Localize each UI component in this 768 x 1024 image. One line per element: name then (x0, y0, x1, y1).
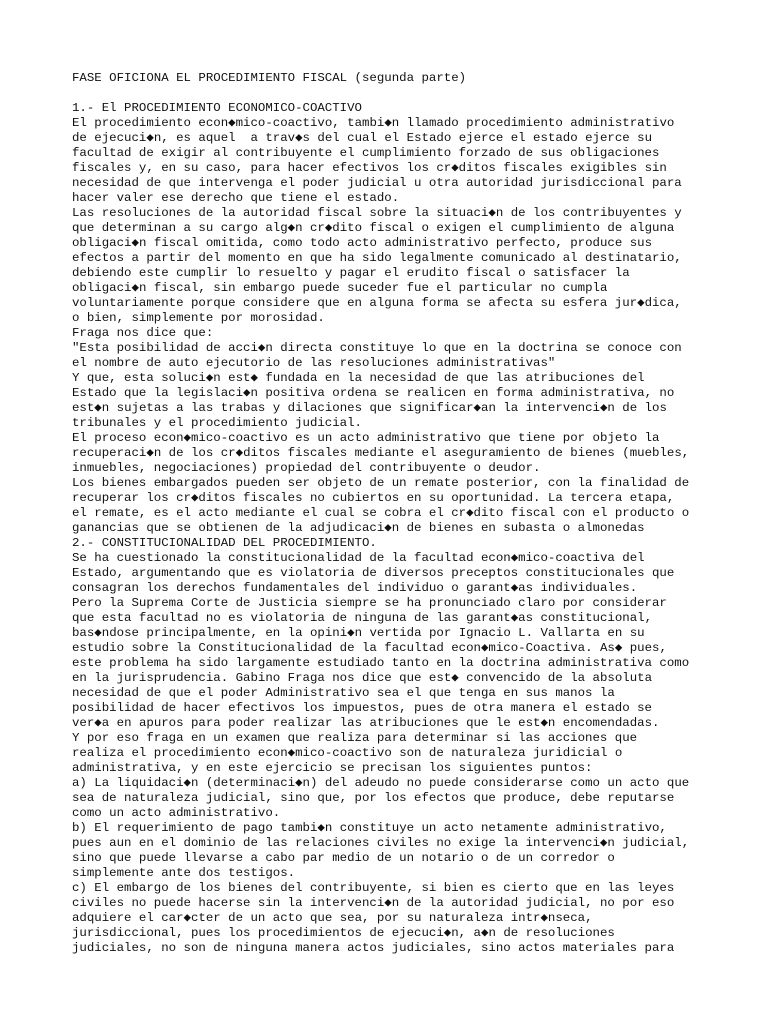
text-line: Estado que la legislaci◆n positiva ordena se realicen en forma administrativa, no (72, 386, 675, 400)
text-line: Se ha cuestionado la constitucionalidad de la facultad econ◆mico-coactiva del (72, 551, 645, 565)
text-line: Estado, argumentando que es violatoria de diversos preceptos constitucionales que (72, 566, 675, 580)
text-line: que esta facultad no es violatoria de ninguna de las garant◆as constitucional, (72, 611, 653, 625)
text-line: Los bienes embargados pueden ser objeto de un remate posterior, con la finalidad de (72, 476, 690, 490)
text-line: jurisdiccional, pues los procedimientos de ejecuci◆n, a◆n de resoluciones (72, 926, 615, 940)
text-line: hacer valer ese derecho que tiene el estado. (72, 191, 400, 205)
text-line: adquiere el car◆cter de un acto que sea, por su naturaleza intr◆nseca, (72, 911, 593, 925)
text-line: bas◆ndose principalmente, en la opini◆n vertida por Ignacio L. Vallarta en su (72, 626, 645, 640)
text-line: debiendo este cumplir lo resuelto y pagar el erudito fiscal o satisfacer la (72, 266, 630, 280)
text-line: fiscales y, en su caso, para hacer efectivos los cr◆ditos fiscales exigibles sin (72, 161, 667, 175)
text-line: civiles no puede hacerse sin la intervenci◆n de la autoridad judicial, no por eso (72, 896, 675, 910)
text-line: 2.- CONSTITUCIONALIDAD DEL PROCEDIMIENTO. (72, 536, 377, 550)
text-line: facultad de exigir al contribuyente el cumplimiento forzado de sus obligaciones (72, 146, 660, 160)
document-text (72, 101, 752, 956)
document-title: FASE OFICIONA EL PROCEDIMIENTO FISCAL (segunda parte) (72, 71, 467, 85)
text-line: realiza el procedimiento econ◆mico-coactivo son de naturaleza juridicial o (72, 746, 623, 760)
text-line: necesidad de que intervenga el poder judicial u otra autoridad jurisdiccional para (72, 176, 682, 190)
text-line: necesidad de que el poder Administrativo sea el que tenga en sus manos la (72, 686, 615, 700)
blank-line (72, 86, 752, 101)
text-line: que determinan a su cargo alg◆n cr◆dito fiscal o exigen el cumplimiento de alguna (72, 221, 675, 235)
text-line: obligaci◆n fiscal omitida, como todo acto administrativo perfecto, produce sus (72, 236, 653, 250)
text-line: c) El embargo de los bienes del contribuyente, si bien es cierto que en las leyes (72, 881, 675, 895)
text-line: inmuebles, negociaciones) propiedad del contribuyente o deudor. (72, 461, 541, 475)
text-line: recuperaci◆n de los cr◆ditos fiscales mediante el aseguramiento de bienes (muebles, (72, 446, 690, 460)
text-line: b) El requerimiento de pago tambi◆n constituye un acto netamente administrativo, (72, 821, 667, 835)
document-body (72, 71, 752, 956)
text-line: el nombre de auto ejecutorio de las resoluciones administrativas" (72, 356, 556, 370)
text-line: este problema ha sido largamente estudiado tanto en la doctrina administrativa como (72, 656, 690, 670)
text-line: o bien, simplemente por morosidad. (72, 311, 325, 325)
text-line: sea de naturaleza judicial, sino que, por los efectos que produce, debe reputarse (72, 791, 675, 805)
text-line: recuperar los cr◆ditos fiscales no cubiertos en su oportunidad. La tercera etapa, (72, 491, 675, 505)
text-line: voluntariamente porque considere que en alguna forma se afecta su esfera jur◆dica, (72, 296, 682, 310)
text-line: como un acto administrativo. (72, 806, 281, 820)
text-line: Las resoluciones de la autoridad fiscal sobre la situaci◆n de los contribuyentes y (72, 206, 682, 220)
text-line: 1.- El PROCEDIMIENTO ECONOMICO-COACTIVO (72, 101, 362, 115)
text-line: "Esta posibilidad de acci◆n directa constituye lo que en la doctrina se conoce con (72, 341, 682, 355)
text-line: Fraga nos dice que: (72, 326, 214, 340)
text-line: obligaci◆n fiscal, sin embargo puede suceder fue el particular no cumpla (72, 281, 608, 295)
text-line: a) La liquidaci◆n (determinaci◆n) del adeudo no puede considerarse como un acto que (72, 776, 690, 790)
text-line: posibilidad de hacer efectivos los impuestos, pues de otra manera el estado se (72, 701, 652, 715)
text-line: estudio sobre la Constitucionalidad de la facultad econ◆mico-Coactiva. As◆ pues, (72, 641, 667, 655)
text-line: est◆n sujetas a las trabas y dilaciones que significar◆an la intervenci◆n de los (72, 401, 667, 415)
text-line: Y por eso fraga en un examen que realiza para determinar si las acciones que (72, 731, 638, 745)
text-line: Y que, esta soluci◆n est◆ fundada en la necesidad de que las atribuciones del (72, 371, 645, 385)
text-line: pues aun en el dominio de las relaciones civiles no exige la intervenci◆n judicial, (72, 836, 690, 850)
text-line: judiciales, no son de ninguna manera actos judiciales, sino actos materiales para (72, 941, 675, 955)
text-line: tribunales y el procedimiento judicial. (72, 416, 362, 430)
text-line: el remate, es el acto mediante el cual se cobra el cr◆dito fiscal con el producto o (72, 506, 690, 520)
text-line: administrativa, y en este ejercicio se precisan los siguientes puntos: (72, 761, 593, 775)
text-line: efectos a partir del momento en que ha sido legalmente comunicado al destinatario, (72, 251, 682, 265)
text-line: El procedimiento econ◆mico-coactivo, tambi◆n llamado procedimiento administrativo (72, 116, 675, 130)
text-line: El proceso econ◆mico-coactivo es un acto administrativo que tiene por objeto la (72, 431, 660, 445)
text-line: simplemente ante dos testigos. (72, 866, 296, 880)
text-line: Pero la Suprema Corte de Justicia siempre se ha pronunciado claro por considerar (72, 596, 667, 610)
text-line: ver◆a en apuros para poder realizar las atribuciones que le est◆n encomendadas. (72, 716, 660, 730)
text-line: consagran los derechos fundamentales del individuo o garant◆as individuales. (72, 581, 638, 595)
text-line: ganancias que se obtienen de la adjudicaci◆n de bienes en subasta o almonedas (72, 521, 645, 535)
text-line: sino que puede llevarse a cabo par medio de un notario o de un corredor o (72, 851, 615, 865)
text-line: de ejecuci◆n, es aquel a trav◆s del cual el Estado ejerce el estado ejerce su (72, 131, 653, 145)
text-line: en la jurisprudencia. Gabino Fraga nos dice que est◆ convencido de la absoluta (72, 671, 653, 685)
